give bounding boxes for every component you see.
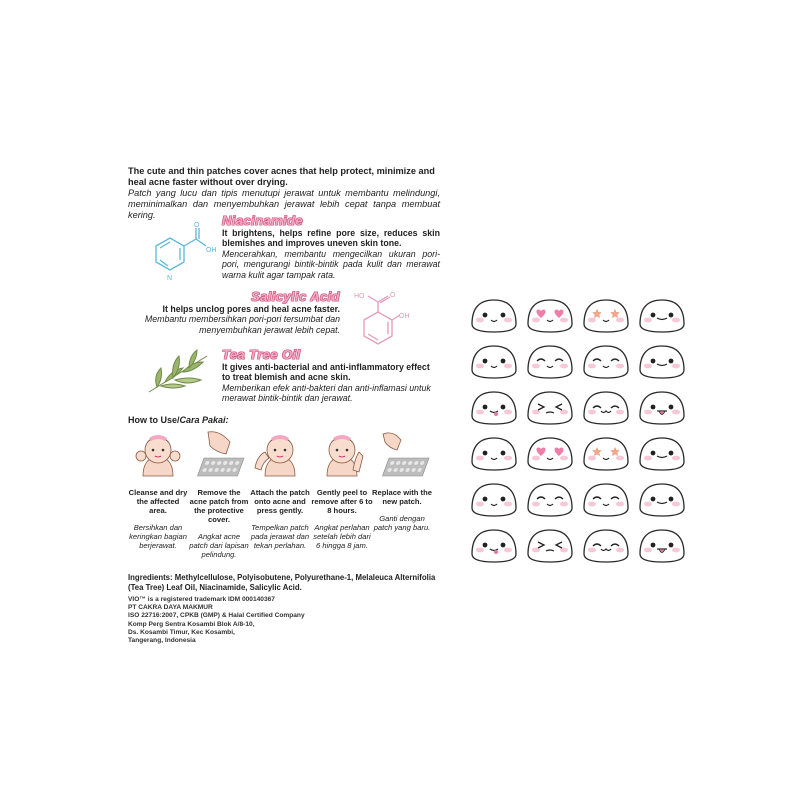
- remove-patch-icon: [190, 428, 248, 484]
- legal-line: PT CAKRA DAYA MAKMUR: [128, 604, 213, 612]
- patch-face-wink-icon: [524, 386, 576, 428]
- patch-face-star-eyes-icon: [580, 432, 632, 474]
- step-5-en: Replace with the new patch.: [372, 488, 432, 506]
- legal-line: Ds. Kosambi Timur, Kec Kosambi,: [128, 628, 235, 636]
- attach-patch-icon: [251, 428, 309, 484]
- patch-face-smile-dot-icon: [468, 340, 520, 382]
- legal-line: Tangerang, Indonesia: [128, 637, 196, 645]
- patch-face-cat-icon: [580, 386, 632, 428]
- niacinamide-title: Niacinamide: [222, 213, 303, 228]
- mol-label-oh: OH: [206, 247, 217, 254]
- patch-face-tongue-icon: [468, 386, 520, 428]
- patch-face-tongue-icon: [468, 524, 520, 566]
- salicylic-id: Membantu membersihkan pori-pori tersumbat dan menyembuhkan jerawat lebih cepat.: [144, 314, 340, 335]
- step-3: [249, 428, 311, 550]
- legal-line: VIO™ is a registered trademark IDM 000140367: [128, 596, 275, 603]
- patch-face-happy-dot-icon: [636, 432, 688, 474]
- step-2-en: Remove the acne patch from the protective cover.: [189, 488, 249, 524]
- patch-face-closed-eyes-icon: [524, 340, 576, 382]
- step-3-en: Attach the patch onto acne and press gently.: [250, 488, 310, 515]
- salicylic-title: Salicylic Acid: [251, 289, 340, 304]
- patch-face-wink-icon: [524, 524, 576, 566]
- patch-face-happy-dot-icon: [636, 478, 688, 520]
- teatree-en: It gives anti-bacterial and anti-inflammatory effect to treat blemish and acne skin.: [222, 361, 430, 383]
- teatree-title: Tea Tree Oil: [222, 347, 301, 362]
- patch-sheet: [468, 294, 688, 566]
- mol-label-oh: OH: [399, 313, 410, 320]
- niacinamide-en: It brightens, helps refine pore size, reduces skin blemishes and improves uneven skin tone.: [222, 227, 440, 249]
- teatree-id: Memberikan efek anti-bakteri dan anti-inflamasi untuk merawat bintik-bintik dan jerawat.: [222, 382, 431, 404]
- patch-face-happy-dot-icon: [636, 294, 688, 336]
- niacinamide-molecule-icon: [134, 222, 218, 288]
- patch-face-star-eyes-icon: [580, 294, 632, 336]
- mol-label-o: O: [194, 222, 200, 229]
- intro-id: Patch yang lucu dan tipis menutupi jerawat untuk membantu melindungi, meminimalkan dan menyembuhkan jerawat lebih cepat tanpa membuat kering.: [128, 188, 440, 220]
- niacinamide-id: Mencerahkan, membantu mengecilkan ukuran pori-pori, mengurangi bintik-bintik pada kulit dan merawat warna kulit agar tampak rata.: [222, 248, 440, 280]
- ingredients-text: Ingredients: Methylcellulose, Polyisobutene, Polyurethane-1, Melaleuca Alternifolia (Tea Tree) Leaf Oil, Niacinamide, Salicylic Acid.: [128, 573, 436, 592]
- mol-label-n: N: [167, 275, 173, 282]
- step-1: [127, 428, 189, 550]
- patch-face-closed-eyes-icon: [580, 478, 632, 520]
- patch-face-happy-dot-icon: [636, 340, 688, 382]
- replace-patch-icon: [373, 428, 431, 484]
- patch-face-cat-icon: [580, 524, 632, 566]
- howto-title-en: How to Use/: [128, 415, 180, 425]
- step-1-id: Bersihkan dan keringkan bagian berjerawat.: [129, 523, 187, 550]
- step-5-id: Ganti dengan patch yang baru.: [373, 514, 431, 532]
- howto-title-id: Cara Pakai:: [179, 415, 229, 425]
- step-5: [371, 428, 433, 532]
- step-3-id: Tempelkan patch pada jerawat dan tekan perlahan.: [250, 523, 310, 550]
- step-2: [188, 428, 250, 559]
- teatree-section: [222, 347, 440, 404]
- salicylic-en: It helps unclog pores and heal acne faster.: [162, 303, 340, 314]
- niacinamide-section: [222, 213, 440, 281]
- patch-face-smile-dot-icon: [468, 432, 520, 474]
- patch-face-closed-eyes-icon: [524, 478, 576, 520]
- legal-line: ISO 22716:2007, CPKB (GMP) & Halal Certified Company: [128, 612, 305, 620]
- step-4-en: Gently peel to remove after 6 to 8 hours.: [311, 488, 373, 515]
- salicylic-molecule-icon: [346, 290, 410, 356]
- legal-line: Komp Perg Sentra Kosambi Blok A/8-10,: [128, 620, 255, 628]
- patch-face-heart-eyes-icon: [524, 294, 576, 336]
- patch-face-smile-dot-icon: [468, 294, 520, 336]
- patch-face-tongue-out-icon: [636, 386, 688, 428]
- salicylic-section: [140, 289, 340, 335]
- patch-face-closed-eyes-icon: [580, 340, 632, 382]
- step-4: [311, 428, 373, 550]
- patch-face-heart-eyes-icon: [524, 432, 576, 474]
- step-1-en: Cleanse and dry the affected area.: [128, 488, 188, 515]
- intro-en: The cute and thin patches cover acnes that help protect, minimize and heal acne faster without over drying.: [128, 166, 435, 187]
- howto-title: [128, 415, 229, 425]
- cleanse-face-icon: [129, 428, 187, 484]
- mol-label-ho: HO: [354, 293, 365, 300]
- step-4-id: Angkat perlahan setelah lebih dari 6 hingga 8 jam.: [313, 523, 371, 550]
- step-2-id: Angkat acne patch dari lapisan pelindung.: [189, 532, 249, 559]
- patch-face-tongue-out-icon: [636, 524, 688, 566]
- patch-face-smile-dot-icon: [468, 478, 520, 520]
- tea-tree-leaf-icon: [145, 346, 211, 398]
- mol-label-o: O: [390, 292, 396, 299]
- peel-patch-icon: [313, 428, 371, 484]
- legal-info: [128, 596, 358, 645]
